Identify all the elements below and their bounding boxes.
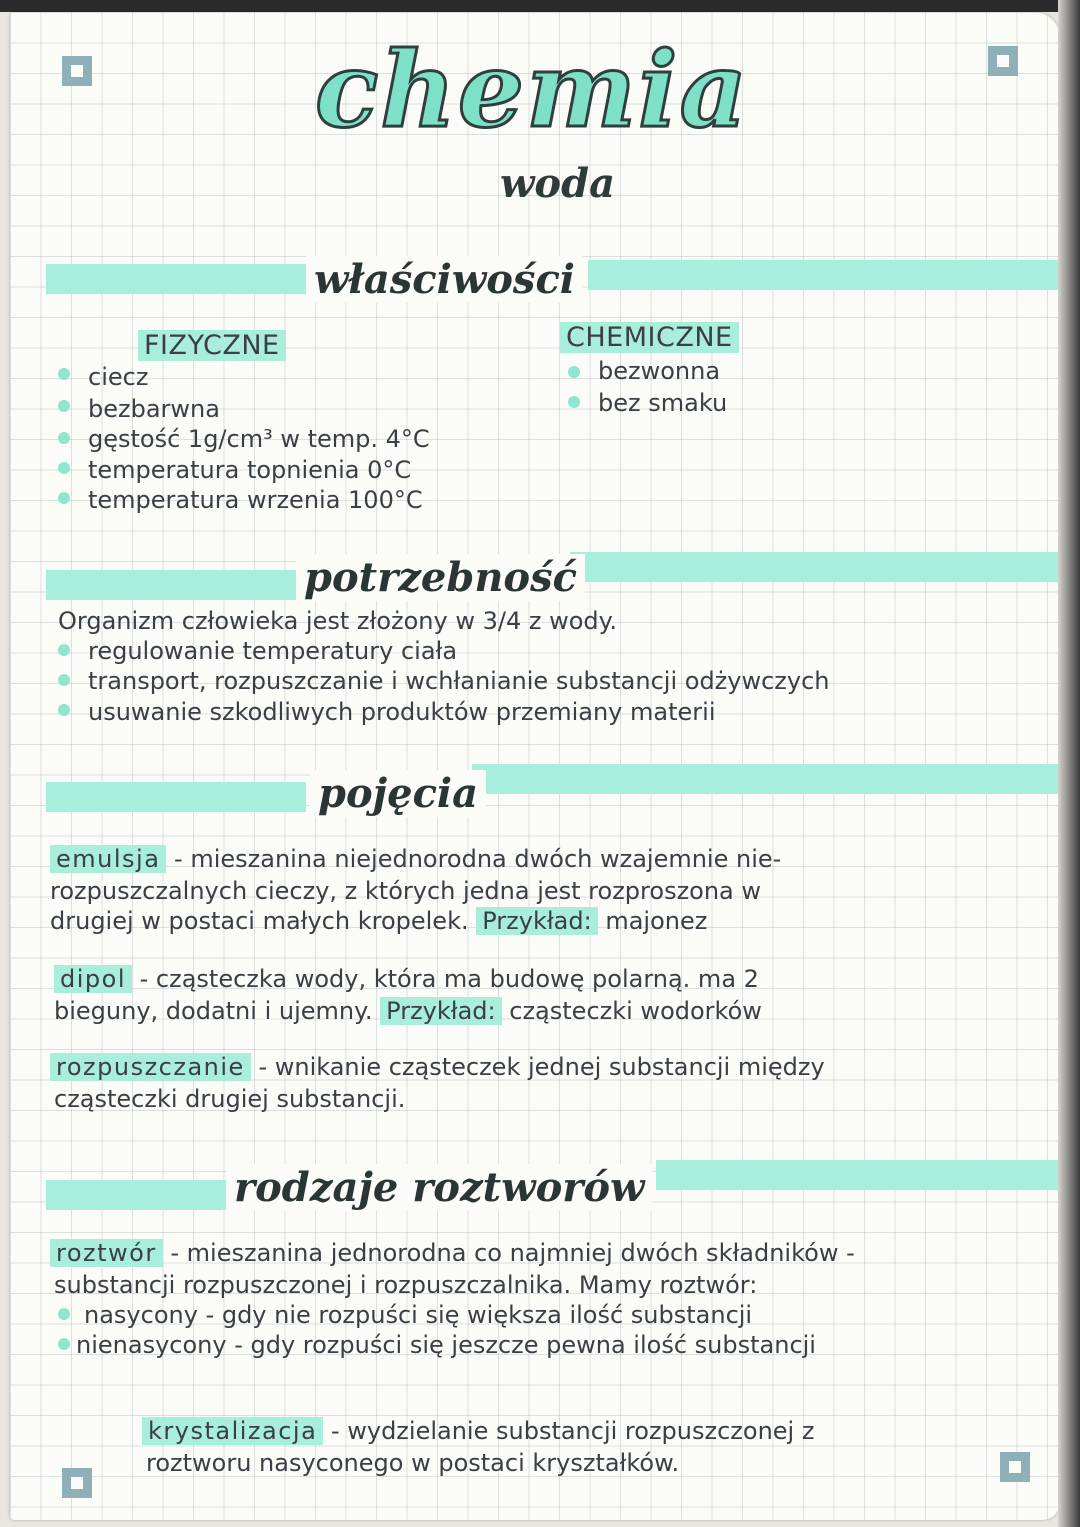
krystalizacja-line-2: roztworu nasyconego w postaci kryształków. <box>146 1449 680 1477</box>
dipol-def-1: - cząsteczka wody, która ma budowę polarną. ma 2 <box>139 965 759 993</box>
term-krystalizacja: krystalizacja <box>142 1417 323 1445</box>
page-subtitle: woda <box>500 160 615 207</box>
emulsja-line-2: rozpuszczalnych cieczy, z których jedna jest rozproszona w <box>50 877 762 905</box>
section-heading-pojecia: pojęcia <box>310 770 486 817</box>
krystalizacja-line-1 <box>142 1416 814 1447</box>
list-item: bezbarwna <box>88 395 220 423</box>
bullet-dot <box>58 400 70 412</box>
bullet-dot <box>58 492 70 504</box>
emulsja-def-3: drugiej w postaci małych kropelek. <box>50 907 469 935</box>
list-item: usuwanie szkodliwych produktów przemiany materii <box>88 698 716 726</box>
section-band-left <box>46 264 306 294</box>
krystalizacja-def-1: - wydzielanie substancji rozpuszczonej z <box>330 1417 815 1445</box>
emulsja-example: majonez <box>605 907 708 935</box>
section-heading-wlasciwosci: właściwości <box>306 256 583 303</box>
notebook-page <box>10 12 1060 1520</box>
corner-mark-top-left <box>62 56 92 86</box>
section-band-right <box>472 764 1064 794</box>
bullet-dot <box>58 368 70 380</box>
dipol-def-2: bieguny, dodatni i ujemny. <box>54 997 373 1025</box>
top-edge <box>0 0 1080 12</box>
example-label: Przykład: <box>380 997 501 1025</box>
potrzebnosc-intro: Organizm człowieka jest złożony w 3/4 z wody. <box>58 607 618 635</box>
list-item: temperatura wrzenia 100°C <box>88 486 423 514</box>
roztwor-def-1: - mieszanina jednorodna co najmniej dwóch składników - <box>170 1239 855 1267</box>
dipol-line-1 <box>54 964 759 995</box>
fizyczne-label-text: FIZYCZNE <box>138 330 286 361</box>
emulsja-line-1 <box>50 844 781 875</box>
bullet-dot <box>58 432 70 444</box>
chemiczne-label <box>560 322 739 353</box>
emulsja-def-1: - mieszanina niejednorodna dwóch wzajemnie nie- <box>174 845 782 873</box>
bullet-dot <box>58 644 70 656</box>
section-band-right <box>656 1160 1064 1190</box>
list-item: gęstość 1g/cm³ w temp. 4°C <box>88 425 430 453</box>
example-label: Przykład: <box>476 907 597 935</box>
term-emulsja: emulsja <box>50 845 166 873</box>
bullet-dot <box>58 462 70 474</box>
section-band-right <box>570 552 1064 582</box>
rozpuszczanie-line-2: cząsteczki drugiej substancji. <box>54 1085 406 1113</box>
roztwor-line-1 <box>50 1238 855 1269</box>
page-right-shadow <box>1058 0 1080 1527</box>
term-rozpuszczanie: rozpuszczanie <box>50 1053 251 1081</box>
list-item: nasycony - gdy nie rozpuści się większa ilość substancji <box>84 1301 753 1329</box>
list-item: regulowanie temperatury ciała <box>88 637 458 665</box>
term-roztwor: roztwór <box>50 1239 163 1267</box>
rozpuszczanie-line-1 <box>50 1052 825 1083</box>
list-item: nienasycony - gdy rozpuści się jeszcze pewna ilość substancji <box>76 1331 816 1359</box>
section-heading-rodzaje: rodzaje roztworów <box>226 1164 652 1211</box>
corner-mark-top-right <box>988 46 1018 76</box>
corner-mark-bottom-left <box>62 1468 92 1498</box>
roztwor-line-2: substancji rozpuszczonej i rozpuszczalnika. Mamy roztwór: <box>54 1271 758 1299</box>
bullet-dot <box>58 704 70 716</box>
dipol-line-2 <box>54 996 762 1027</box>
list-item: bez smaku <box>598 389 728 417</box>
page-title: chemia <box>314 28 750 151</box>
list-item: transport, rozpuszczanie i wchłanianie substancji odżywczych <box>88 667 830 695</box>
bullet-dot <box>568 366 580 378</box>
chemiczne-label-text: CHEMICZNE <box>560 322 739 353</box>
section-band-left <box>46 570 306 600</box>
section-band-right <box>588 260 1064 290</box>
dipol-example: cząsteczki wodorków <box>509 997 762 1025</box>
fizyczne-label <box>138 330 286 361</box>
bullet-dot <box>58 674 70 686</box>
section-band-left <box>46 782 306 812</box>
list-item: temperatura topnienia 0°C <box>88 456 412 484</box>
term-dipol: dipol <box>54 965 132 993</box>
section-band-left <box>46 1180 226 1210</box>
bullet-dot <box>58 1338 70 1350</box>
emulsja-line-3 <box>50 906 707 937</box>
section-heading-potrzebnosc: potrzebność <box>296 554 585 601</box>
corner-mark-bottom-right <box>1000 1452 1030 1482</box>
bullet-dot <box>568 396 580 408</box>
rozpuszczanie-def-1: - wnikanie cząsteczek jednej substancji między <box>258 1053 825 1081</box>
list-item: bezwonna <box>598 357 721 385</box>
bullet-dot <box>58 1308 70 1320</box>
list-item: ciecz <box>88 363 149 391</box>
